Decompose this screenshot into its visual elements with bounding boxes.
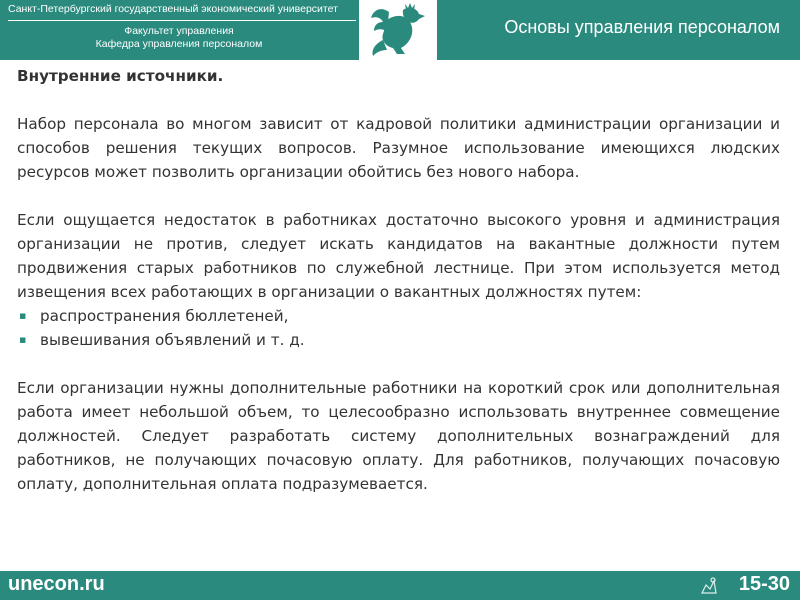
section-heading: Внутренние источники. — [17, 67, 224, 85]
slide-header — [0, 0, 800, 60]
university-name: Санкт-Петербургский государственный экономический университет — [8, 3, 338, 15]
department-name: Кафедра управления персоналом — [95, 38, 263, 50]
slide-footer — [0, 571, 800, 600]
list-item: ▪ вывешивания объявлений и т. д. — [17, 328, 780, 352]
website-link[interactable]: unecon.ru — [8, 573, 105, 595]
paragraph-2: Если ощущается недостаток в работниках достаточно высокого уровня и администрация организации не против, следует искать кандидатов на вакантные должности путем продвижения старых работников по служебной лестнице. При этом используется метод извещения всех работающих в организации о вакантных должностях путем: — [17, 211, 780, 301]
header-divider — [8, 20, 356, 21]
bullet-icon: ▪ — [19, 309, 27, 322]
griffin-small-icon — [698, 575, 720, 597]
course-title: Основы управления персоналом — [504, 17, 780, 37]
bullet-icon: ▪ — [19, 333, 27, 346]
methods-list — [17, 304, 780, 352]
griffin-logo-icon — [359, 0, 437, 60]
faculty-name: Факультет управления — [124, 25, 234, 37]
institution-block — [0, 0, 358, 60]
slide-body — [17, 64, 780, 496]
university-logo — [359, 0, 437, 60]
paragraph-3: Если организации нужны дополнительные работники на короткий срок или дополнительная работа имеет небольшой объем, то целесообразно использовать внутреннее совмещение должностей. Следует разработать систему дополнительных вознаграждений для работников, не получающих почасовую оплату. Для работников, получающих почасовую оплату, дополнительная оплата подразумевается. — [17, 379, 780, 493]
paragraph-1: Набор персонала во многом зависит от кадровой политики администрации организации и способов решения текущих вопросов. Разумное использование имеющихся людских ресурсов может позволить организации обойтись без нового набора. — [17, 115, 780, 181]
page-number: 15-30 — [738, 573, 790, 595]
list-item: ▪ распространения бюллетеней, — [17, 304, 780, 328]
